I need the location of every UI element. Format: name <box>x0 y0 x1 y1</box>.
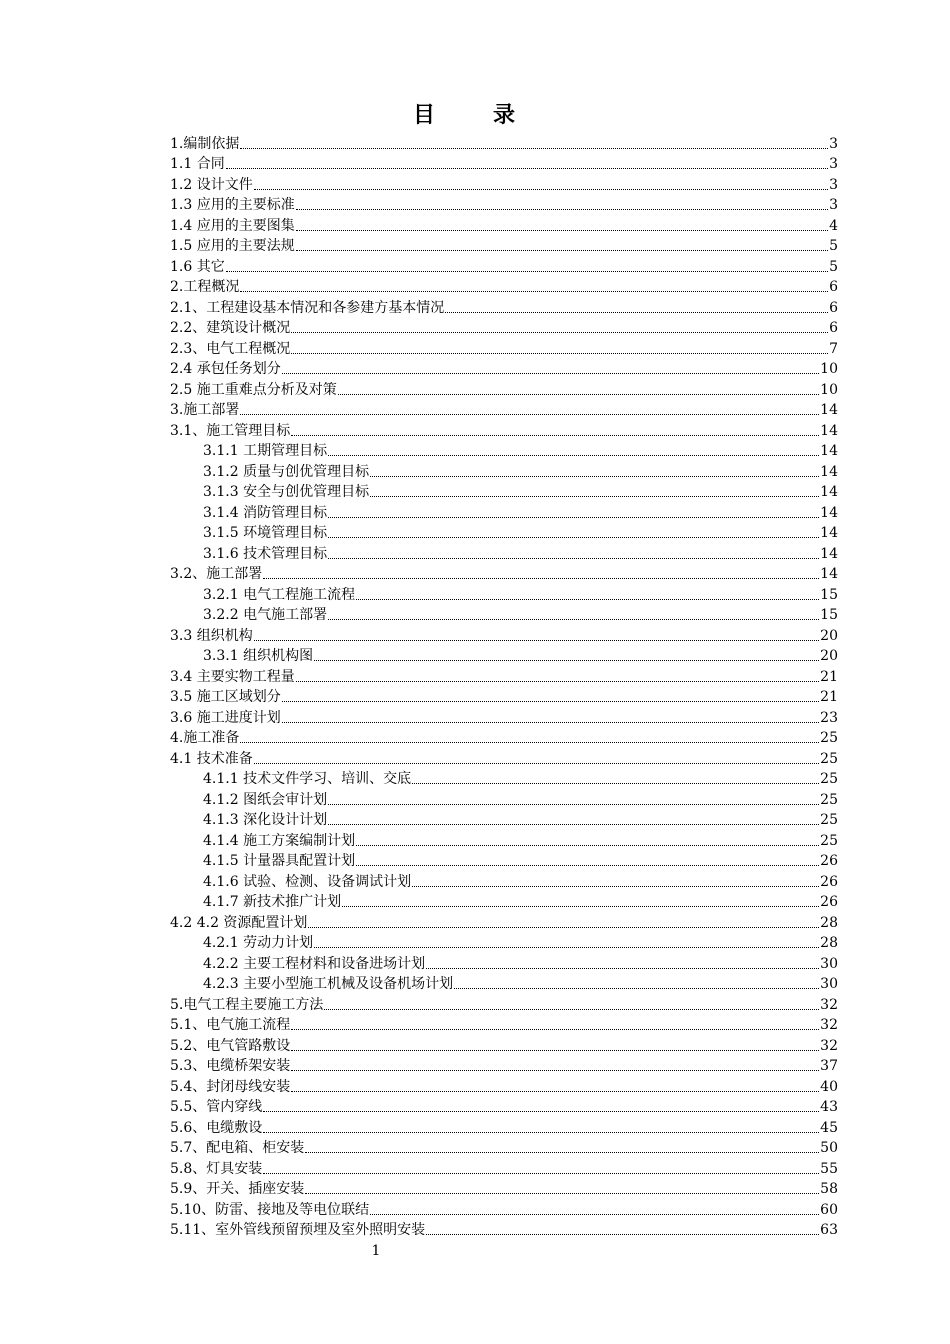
toc-entry-label: 5.6、电缆敷设 <box>170 1119 263 1136</box>
dot-leader <box>240 413 819 415</box>
dot-leader <box>338 393 819 395</box>
toc-entry-label: 4.1 技术准备 <box>170 750 253 767</box>
toc-entry-page: 26 <box>820 873 838 890</box>
page-title: 目录 <box>412 102 573 128</box>
toc-entry-page: 32 <box>820 996 838 1013</box>
toc-entry[interactable] <box>170 153 838 174</box>
toc-entry[interactable] <box>170 911 838 932</box>
toc-entry-label: 1.1 合同 <box>170 156 225 172</box>
toc-entry-page: 3 <box>829 176 838 193</box>
toc-entry[interactable] <box>170 542 838 563</box>
dot-leader <box>328 454 819 456</box>
toc-entry[interactable] <box>170 276 838 297</box>
toc-entry-page: 25 <box>820 812 838 828</box>
dot-leader <box>296 208 828 210</box>
toc-entry-page: 63 <box>820 1222 838 1238</box>
toc-entry-page: 45 <box>820 1119 838 1136</box>
toc-entry-page: 32 <box>820 1037 838 1054</box>
toc-entry[interactable] <box>170 1034 838 1055</box>
dot-leader <box>328 536 819 538</box>
toc-entry-label: 5.4、封闭母线安装 <box>170 1078 291 1095</box>
toc-entry[interactable] <box>170 829 838 850</box>
toc-entry-page: 14 <box>820 402 838 418</box>
toc-entry-page: 4 <box>829 217 838 234</box>
toc-entry[interactable] <box>170 358 838 379</box>
toc-entry-label: 2.4 承包任务划分 <box>170 361 281 377</box>
toc-entry-label: 1.6 其它 <box>170 258 225 275</box>
toc-entry[interactable] <box>170 1116 838 1137</box>
toc-entry-page: 25 <box>820 832 838 849</box>
toc-entry-label: 2.2、建筑设计概况 <box>170 320 291 336</box>
toc-entry[interactable] <box>170 583 838 604</box>
toc-entry[interactable] <box>170 747 838 768</box>
toc-entry[interactable] <box>170 1055 838 1076</box>
toc-entry[interactable] <box>170 604 838 625</box>
dot-leader <box>296 249 828 251</box>
toc-entry-page: 21 <box>820 689 838 705</box>
toc-entry[interactable] <box>170 399 838 420</box>
toc-entry-label: 3.3 组织机构 <box>170 627 253 644</box>
toc-entry-page: 55 <box>820 1160 838 1177</box>
toc-entry-page: 30 <box>820 955 838 972</box>
toc-entry[interactable] <box>170 727 838 748</box>
toc-entry-page: 14 <box>820 545 838 562</box>
dot-leader <box>263 577 819 579</box>
dot-leader <box>291 1069 819 1071</box>
dot-leader <box>370 1213 819 1215</box>
dot-leader <box>328 516 819 518</box>
toc-entry-page: 3 <box>829 135 838 152</box>
toc-entry-label: 5.电气工程主要施工方法 <box>170 996 324 1013</box>
toc-entry-label: 5.10、防雷、接地及等电位联结 <box>170 1201 370 1218</box>
toc-entry[interactable] <box>170 870 838 891</box>
toc-entry[interactable] <box>170 173 838 194</box>
toc-entry[interactable] <box>170 440 838 461</box>
dot-leader <box>356 864 819 866</box>
toc-entry-page: 20 <box>820 627 838 644</box>
dot-leader <box>305 1192 819 1194</box>
toc-entry-label: 3.1.4 消防管理目标 <box>203 504 328 521</box>
toc-entry-page: 14 <box>820 463 838 480</box>
toc-entry-page: 15 <box>820 586 838 603</box>
toc-entry[interactable] <box>170 235 838 256</box>
dot-leader <box>454 987 819 989</box>
toc-entry-page: 6 <box>829 279 838 295</box>
toc-entry-page: 20 <box>820 648 838 664</box>
toc-entry[interactable] <box>170 378 838 399</box>
toc-entry-label: 4.1.6 试验、检测、设备调试计划 <box>203 873 412 890</box>
dot-leader <box>426 1233 819 1235</box>
toc-entry-page: 14 <box>820 504 838 521</box>
toc-entry-page: 25 <box>820 771 838 787</box>
toc-entry-page: 37 <box>820 1058 838 1074</box>
toc-entry-label: 4.1.4 施工方案编制计划 <box>203 832 356 849</box>
toc-entry-page: 5 <box>829 238 838 254</box>
toc-entry-label: 3.施工部署 <box>170 402 240 418</box>
dot-leader <box>282 372 819 374</box>
dot-leader <box>263 1172 819 1174</box>
toc-entry[interactable] <box>170 686 838 707</box>
toc-entry-label: 3.1.6 技术管理目标 <box>203 545 328 562</box>
toc-entry-page: 14 <box>820 566 838 582</box>
toc-entry-label: 3.2.1 电气工程施工流程 <box>203 586 356 603</box>
toc-entry-label: 3.1.5 环境管理目标 <box>203 525 328 541</box>
dot-leader <box>282 700 819 702</box>
toc-entry-page: 14 <box>820 484 838 500</box>
toc-entry-label: 4.2 4.2 资源配置计划 <box>170 914 308 931</box>
toc-entry-label: 4.1.5 计量器具配置计划 <box>203 853 356 869</box>
toc-entry[interactable] <box>170 706 838 727</box>
toc-entry-label: 3.5 施工区域划分 <box>170 689 281 705</box>
toc-entry-page: 32 <box>820 1017 838 1033</box>
toc-entry-label: 2.5 施工重难点分析及对策 <box>170 381 337 398</box>
dot-leader <box>426 967 819 969</box>
toc-entry-label: 3.1、施工管理目标 <box>170 422 291 439</box>
toc-entry-page: 25 <box>820 791 838 808</box>
toc-entry-label: 5.2、电气管路敷设 <box>170 1037 291 1054</box>
toc-entry-label: 5.11、室外管线预留预埋及室外照明安装 <box>170 1222 426 1238</box>
dot-leader <box>296 229 828 231</box>
dot-leader <box>296 680 819 682</box>
toc-entry[interactable] <box>170 132 838 153</box>
dot-leader <box>254 762 819 764</box>
toc-entry-label: 1.3 应用的主要标准 <box>170 197 295 213</box>
toc-entry-label: 5.5、管内穿线 <box>170 1099 263 1115</box>
toc-entry[interactable] <box>170 1219 838 1240</box>
dot-leader <box>328 803 819 805</box>
toc-entry[interactable] <box>170 194 838 215</box>
dot-leader <box>263 1110 819 1112</box>
toc-entry-label: 4.1.7 新技术推广计划 <box>203 894 342 910</box>
toc-entry-page: 15 <box>820 607 838 623</box>
dot-leader <box>226 270 828 272</box>
toc-entry[interactable] <box>170 788 838 809</box>
dot-leader <box>291 1049 819 1051</box>
toc-entry-page: 26 <box>820 853 838 869</box>
toc-entry-label: 3.4 主要实物工程量 <box>170 668 295 685</box>
dot-leader <box>254 188 828 190</box>
dot-leader <box>263 1131 819 1133</box>
toc-entry-page: 43 <box>820 1099 838 1115</box>
toc-entry-page: 10 <box>820 361 838 377</box>
dot-leader <box>370 475 819 477</box>
toc-entry-page: 5 <box>829 258 838 275</box>
toc-entry[interactable] <box>170 255 838 276</box>
toc-entry-label: 4.2.3 主要小型施工机械及设备机场计划 <box>203 976 454 992</box>
dot-leader <box>240 741 819 743</box>
toc-entry[interactable] <box>170 1198 838 1219</box>
toc-entry[interactable] <box>170 481 838 502</box>
dot-leader <box>356 598 819 600</box>
dot-leader <box>328 618 819 620</box>
dot-leader <box>282 721 819 723</box>
dot-leader <box>308 926 819 928</box>
toc-entry-label: 5.8、灯具安装 <box>170 1160 263 1177</box>
toc-entry-page: 7 <box>829 340 838 357</box>
dot-leader <box>328 823 819 825</box>
toc-entry-label: 3.1.3 安全与创优管理目标 <box>203 484 370 500</box>
toc-entry-page: 26 <box>820 894 838 910</box>
toc-entry-label: 1.5 应用的主要法规 <box>170 238 295 254</box>
toc-entry-label: 4.1.1 技术文件学习、培训、交底 <box>203 771 412 787</box>
toc-entry-label: 3.1.1 工期管理目标 <box>203 443 328 459</box>
dot-leader <box>324 1008 819 1010</box>
dot-leader <box>226 167 828 169</box>
toc-entry[interactable] <box>170 522 838 543</box>
toc-entry[interactable] <box>170 317 838 338</box>
dot-leader <box>445 311 828 313</box>
dot-leader <box>240 147 828 149</box>
page-number: 1 <box>371 1243 381 1259</box>
toc-entry-label: 4.2.1 劳动力计划 <box>203 935 314 951</box>
toc-entry[interactable] <box>170 768 838 789</box>
toc-entry-page: 58 <box>820 1181 838 1197</box>
toc-entry-label: 5.7、配电箱、柜安装 <box>170 1140 305 1156</box>
toc-entry-page: 25 <box>820 730 838 746</box>
dot-leader <box>291 434 819 436</box>
toc-entry-page: 50 <box>820 1140 838 1156</box>
dot-leader <box>291 1028 819 1030</box>
table-of-contents <box>170 132 838 1239</box>
toc-entry-label: 3.6 施工进度计划 <box>170 709 281 726</box>
toc-entry-label: 5.3、电缆桥架安装 <box>170 1058 291 1074</box>
toc-entry-label: 4.施工准备 <box>170 730 240 746</box>
toc-entry-page: 14 <box>820 422 838 439</box>
toc-entry[interactable] <box>170 1014 838 1035</box>
toc-entry[interactable] <box>170 501 838 522</box>
toc-entry-label: 4.1.3 深化设计计划 <box>203 812 328 828</box>
toc-entry-page: 14 <box>820 443 838 459</box>
dot-leader <box>314 659 819 661</box>
toc-entry-label: 3.2.2 电气施工部署 <box>203 607 328 623</box>
dot-leader <box>370 495 819 497</box>
toc-entry-page: 21 <box>820 668 838 685</box>
dot-leader <box>412 885 819 887</box>
toc-entry[interactable] <box>170 624 838 645</box>
toc-entry-label: 3.3.1 组织机构图 <box>203 648 314 664</box>
toc-entry[interactable] <box>170 1178 838 1199</box>
toc-entry-page: 3 <box>829 197 838 213</box>
toc-entry-page: 30 <box>820 976 838 992</box>
toc-entry[interactable] <box>170 419 838 440</box>
toc-entry[interactable] <box>170 460 838 481</box>
toc-entry-page: 3 <box>829 156 838 172</box>
toc-entry-label: 1.编制依据 <box>170 135 240 152</box>
toc-entry-page: 10 <box>820 381 838 398</box>
toc-entry[interactable] <box>170 1137 838 1158</box>
toc-entry[interactable] <box>170 952 838 973</box>
toc-entry[interactable] <box>170 809 838 830</box>
toc-entry[interactable] <box>170 973 838 994</box>
toc-entry-page: 60 <box>820 1201 838 1218</box>
toc-entry-label: 5.1、电气施工流程 <box>170 1017 291 1033</box>
dot-leader <box>291 331 828 333</box>
toc-entry[interactable] <box>170 1075 838 1096</box>
toc-entry-page: 6 <box>829 320 838 336</box>
toc-entry[interactable] <box>170 891 838 912</box>
toc-entry[interactable] <box>170 932 838 953</box>
dot-leader <box>291 1090 819 1092</box>
dot-leader <box>305 1151 819 1153</box>
toc-entry-label: 4.2.2 主要工程材料和设备进场计划 <box>203 955 426 972</box>
dot-leader <box>412 782 819 784</box>
toc-entry[interactable] <box>170 1157 838 1178</box>
toc-entry-label: 2.1、工程建设基本情况和各参建方基本情况 <box>170 299 445 316</box>
toc-entry-label: 2.3、电气工程概况 <box>170 340 291 357</box>
toc-entry-page: 28 <box>820 914 838 931</box>
toc-entry-page: 28 <box>820 935 838 951</box>
dot-leader <box>342 905 819 907</box>
dot-leader <box>314 946 819 948</box>
toc-entry-label: 3.2、施工部署 <box>170 566 263 582</box>
toc-entry-label: 1.2 设计文件 <box>170 176 253 193</box>
toc-entry[interactable] <box>170 296 838 317</box>
toc-entry[interactable] <box>170 563 838 584</box>
toc-entry-label: 5.9、开关、插座安装 <box>170 1181 305 1197</box>
dot-leader <box>254 639 819 641</box>
toc-entry-label: 4.1.2 图纸会审计划 <box>203 791 328 808</box>
toc-entry-page: 25 <box>820 750 838 767</box>
toc-entry[interactable] <box>170 337 838 358</box>
dot-leader <box>328 557 819 559</box>
dot-leader <box>356 844 819 846</box>
toc-entry-page: 14 <box>820 525 838 541</box>
toc-entry[interactable] <box>170 993 838 1014</box>
toc-entry[interactable] <box>170 1096 838 1117</box>
toc-entry[interactable] <box>170 850 838 871</box>
dot-leader <box>240 290 828 292</box>
toc-entry-label: 2.工程概况 <box>170 279 240 295</box>
toc-entry-page: 23 <box>820 709 838 726</box>
toc-entry-label: 1.4 应用的主要图集 <box>170 217 295 234</box>
dot-leader <box>291 352 828 354</box>
toc-entry[interactable] <box>170 665 838 686</box>
toc-entry-page: 40 <box>820 1078 838 1095</box>
toc-entry[interactable] <box>170 645 838 666</box>
toc-entry-label: 3.1.2 质量与创优管理目标 <box>203 463 370 480</box>
toc-entry[interactable] <box>170 214 838 235</box>
toc-entry-page: 6 <box>829 299 838 316</box>
